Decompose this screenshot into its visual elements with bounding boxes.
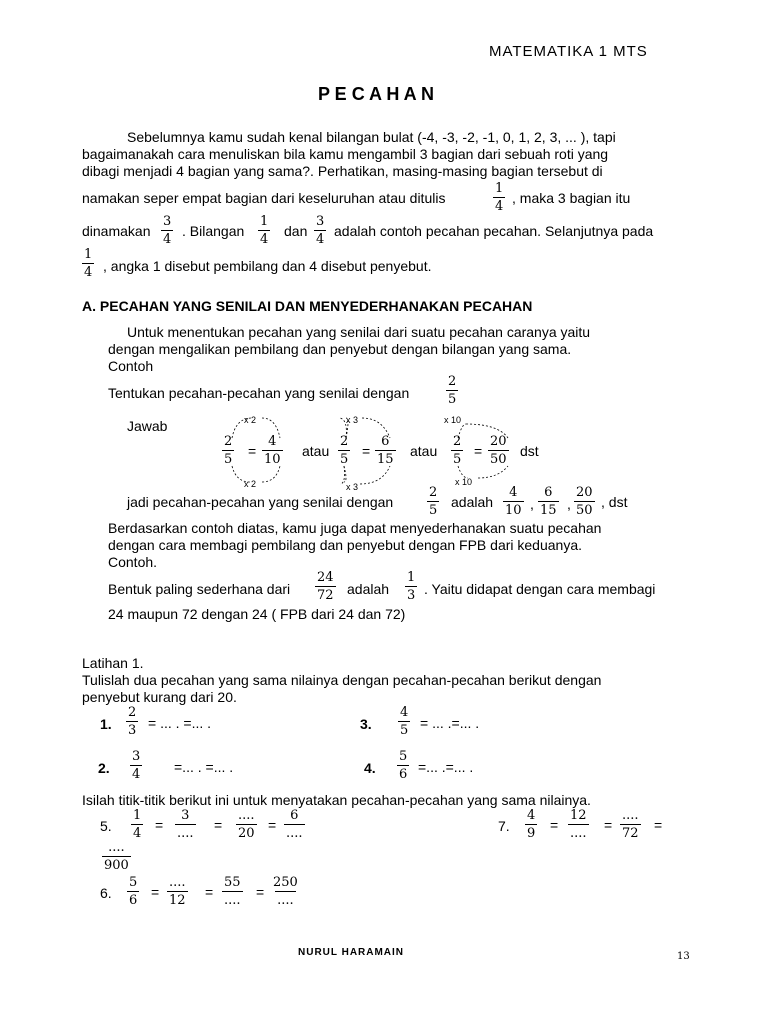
section-p4: Tentukan pecahan-pecahan yang senilai dengan — [108, 385, 410, 401]
atau-label: atau — [302, 443, 330, 459]
fraction-12-blank: 12 .... — [570, 808, 587, 841]
section-p1: Untuk menentukan pecahan yang senilai dari suatu pecahan caranya yaitu — [127, 324, 591, 340]
exercise-number-7: 7. — [498, 818, 510, 834]
jawab-label: Jawab — [127, 418, 168, 434]
exercise-number-6: 6. — [100, 885, 112, 901]
multiplier-x2-bottom: x 2 — [244, 479, 257, 489]
dst-label: dst — [520, 443, 539, 459]
fraction-2-5: $\frac{2}{5}$ — [340, 434, 349, 467]
fraction-250-blank: 250 .... — [273, 875, 298, 908]
intro-line-3: dibagi menjadi 4 bagian yang sama?. Perhatikan, masing-masing bagian tersebut di — [82, 163, 603, 179]
exercise-number-5: 5. — [100, 818, 112, 834]
intro-line-6: , angka 1 disebut pembilang dan 4 disebut penyebut. — [103, 258, 432, 274]
equals-sign: = — [474, 443, 483, 459]
comma: , — [567, 496, 571, 512]
intro-line-4a: namakan seper empat bagian dari keseluruhan atau ditulis — [82, 190, 446, 206]
dst-label: , dst — [601, 494, 628, 510]
section-p8b: adalah — [347, 581, 390, 597]
exercise-4-blanks: =... .=... . — [418, 759, 474, 775]
intro-line-5d: adalah contoh pecahan pecahan. Selanjutnya pada — [334, 223, 654, 239]
equals-sign: = — [268, 817, 277, 833]
exercise-number-2: 2. — [98, 760, 110, 776]
intro-line-5a: dinamakan — [82, 223, 151, 239]
section-p8c: . Yaitu didapat dengan cara membagi — [424, 581, 656, 597]
section-p7: Contoh. — [108, 554, 158, 570]
equals-sign: = — [362, 443, 371, 459]
fraction-2-5: $\frac{2}{5}$ — [453, 434, 462, 467]
exercise-3-blanks: = ... .=... . — [420, 715, 480, 731]
equals-sign: = — [604, 817, 613, 833]
equals-sign: = — [155, 817, 164, 833]
fraction-3-4: $\frac{3}{4}$ — [163, 214, 172, 247]
fraction-1-3: $\frac{1}{3}$ — [407, 570, 416, 603]
fraction-2-5: $\frac{2}{5}$ — [448, 374, 457, 407]
chapter-title: P E C A H A N — [318, 84, 435, 104]
footer-author: NURUL HARAMAIN — [298, 947, 405, 958]
page-number: 13 — [677, 951, 690, 962]
latihan-instruction-1: Tulislah dua pecahan yang sama nilainya dengan pecahan-pecahan berikut dengan — [82, 672, 602, 688]
intro-line-2: bagaimanakah cara menuliskan bila kamu mengambil 3 bagian dari sebuah roti yang — [82, 146, 609, 162]
section-p8a: Bentuk paling sederhana dari — [108, 581, 291, 597]
equals-sign: = — [151, 884, 160, 900]
comma: , — [530, 496, 534, 512]
fraction-2-3: $\frac{2}{3}$ — [128, 705, 137, 738]
latihan-title: Latihan 1. — [82, 655, 144, 671]
fraction-6-15: $\frac{6}{15}$ — [377, 434, 394, 467]
running-header: MATEMATIKA 1 MTS — [489, 43, 648, 60]
intro-line-4b: , maka 3 bagian itu — [512, 190, 631, 206]
fraction-4-5: $\frac{4}{5}$ — [400, 705, 409, 738]
fraction-6-15: $\frac{6}{15}$ — [540, 485, 557, 518]
fraction-1-4: $\frac{1}{4}$ — [495, 181, 504, 214]
section-p6: dengan cara membagi pembilang dan penyebut dengan FPB dari keduanya. — [108, 537, 582, 553]
latihan-instruction-3: Isilah titik-titik berikut ini untuk menyatakan pecahan-pecahan yang sama nilainya. — [82, 792, 591, 808]
atau-label: atau — [410, 443, 438, 459]
equals-sign: = — [550, 817, 559, 833]
exercise-number-4: 4. — [364, 760, 376, 776]
fraction-blank-12: .... 12 — [169, 875, 186, 908]
exercise-1-blanks: = ... . =... . — [148, 715, 212, 731]
exercise-number-1: 1. — [100, 716, 112, 732]
fraction-6-blank: 6 .... — [286, 808, 303, 841]
multiplier-x2-top: x 2 — [244, 415, 257, 425]
fraction-20-50: $\frac{20}{50}$ — [490, 434, 507, 467]
intro-line-5c: dan — [284, 223, 308, 239]
equals-sign: = — [214, 817, 223, 833]
multiplier-x10-top: x 10 — [444, 415, 462, 425]
section-p3: Contoh — [108, 358, 154, 374]
multiplier-x10-bottom: x 10 — [455, 477, 473, 487]
fraction-blank-900: .... 900 — [104, 840, 129, 873]
exercise-2-blanks: =... . =... . — [174, 759, 234, 775]
section-p2: dengan mengalikan pembilang dan penyebut dengan bilangan yang sama. — [108, 341, 572, 357]
fraction-5-6: $\frac{5}{6}$ — [399, 749, 408, 782]
adalah-label: adalah — [451, 494, 494, 510]
fraction-4-10: $\frac{4}{10}$ — [264, 434, 281, 467]
intro-line-1: Sebelumnya kamu sudah kenal bilangan bulat (-4, -3, -2, -1, 0, 1, 2, 3, ... ), tapi — [127, 129, 616, 145]
fraction-24-72: $\frac{24}{72}$ — [317, 570, 334, 603]
fraction-1-4: $\frac{1}{4}$ — [133, 808, 142, 841]
equals-sign: = — [205, 884, 214, 900]
fraction-blank-72: .... 72 — [622, 808, 639, 841]
fraction-3-4: $\frac{3}{4}$ — [316, 214, 325, 247]
fraction-3-4: $\frac{3}{4}$ — [132, 749, 141, 782]
fraction-20-50: $\frac{20}{50}$ — [576, 485, 593, 518]
fraction-1-4: $\frac{1}{4}$ — [260, 214, 269, 247]
exercise-number-3: 3. — [360, 716, 372, 732]
jadi-line: jadi pecahan-pecahan yang senilai dengan — [127, 494, 394, 510]
fraction-55-blank: 55 .... — [224, 875, 241, 908]
fraction-3-blank: 3 .... — [177, 808, 194, 841]
section-p9: 24 maupun 72 dengan 24 ( FPB dari 24 dan 72) — [108, 606, 406, 622]
multiplier-x3-bottom: x 3 — [346, 482, 359, 492]
multiplier-x3-top: x 3 — [346, 415, 359, 425]
section-heading: A. PECAHAN YANG SENILAI DAN MENYEDERHANAKAN PECAHAN — [82, 298, 533, 314]
fraction-2-5: $\frac{2}{5}$ — [224, 434, 233, 467]
fraction-blank-20: .... 20 — [238, 808, 255, 841]
equals-sign: = — [654, 817, 663, 833]
equals-sign: = — [256, 884, 265, 900]
equals-sign: = — [248, 443, 257, 459]
latihan-instruction-2: penyebut kurang dari 20. — [82, 689, 237, 705]
fraction-4-9: $\frac{4}{9}$ — [527, 808, 536, 841]
intro-line-5b: . Bilangan — [182, 223, 245, 239]
fraction-4-10: $\frac{4}{10}$ — [505, 485, 522, 518]
section-p5: Berdasarkan contoh diatas, kamu juga dapat menyederhanakan suatu pecahan — [108, 520, 602, 536]
fraction-2-5: $\frac{2}{5}$ — [429, 485, 438, 518]
fraction-1-4: $\frac{1}{4}$ — [84, 247, 93, 280]
fraction-5-6: $\frac{5}{6}$ — [129, 875, 138, 908]
